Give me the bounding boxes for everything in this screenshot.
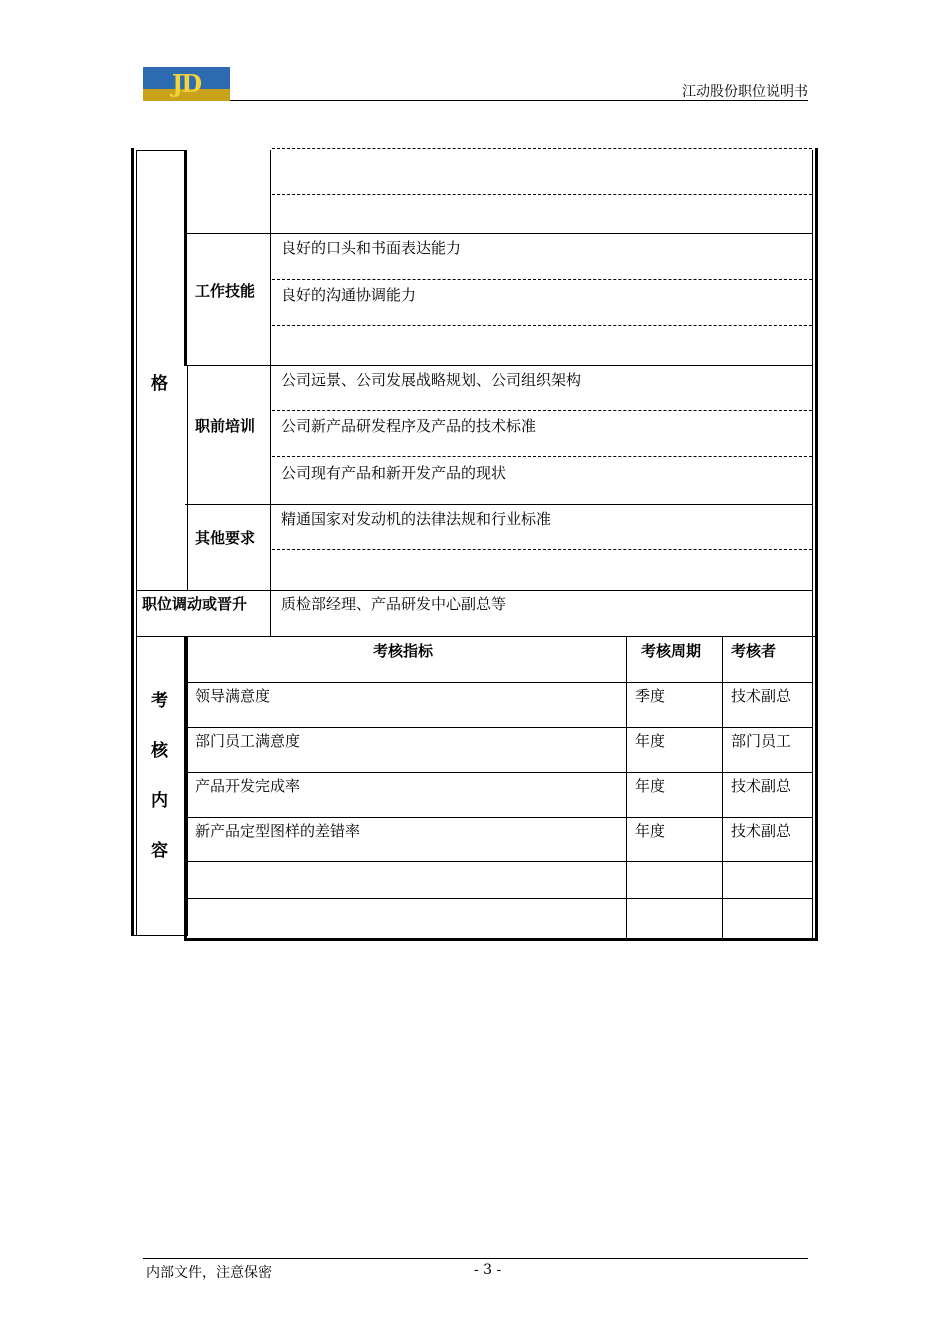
promotion-label: 职位调动或晋升 xyxy=(142,595,248,613)
training-item: 公司新产品研发程序及产品的技术标准 xyxy=(281,417,537,435)
header-indicator: 考核指标 xyxy=(373,642,434,660)
group-label-skills: 工作技能 xyxy=(195,282,256,300)
period-cell: 年度 xyxy=(635,777,666,795)
header-period: 考核周期 xyxy=(641,642,702,660)
period-cell: 年度 xyxy=(635,822,666,840)
indicator-cell: 部门员工满意度 xyxy=(195,732,301,750)
assessor-cell: 技术副总 xyxy=(731,687,792,705)
qualification-side-label: 格 xyxy=(151,374,168,394)
indicator-cell: 新产品定型图样的差错率 xyxy=(195,822,361,840)
promotion-value: 质检部经理、产品研发中心副总等 xyxy=(281,595,507,613)
group-label-other: 其他要求 xyxy=(195,529,256,547)
logo-mark: JD xyxy=(171,69,201,98)
other-item: 精通国家对发动机的法律法规和行业标准 xyxy=(281,510,552,528)
assessor-cell: 技术副总 xyxy=(731,777,792,795)
assessment-side-char: 核 xyxy=(151,741,168,761)
company-logo xyxy=(143,67,230,101)
assessor-cell: 部门员工 xyxy=(731,732,792,750)
assessment-side-char: 内 xyxy=(151,791,168,811)
qual-inner-border xyxy=(184,150,187,366)
training-item: 公司远景、公司发展战略规划、公司组织架构 xyxy=(281,371,582,389)
assessment-side-char: 考 xyxy=(151,691,168,711)
indicator-cell: 产品开发完成率 xyxy=(195,777,301,795)
group-label-training: 职前培训 xyxy=(195,417,256,435)
skill-item: 良好的口头和书面表达能力 xyxy=(281,239,462,257)
skill-item: 良好的沟通协调能力 xyxy=(281,286,417,304)
period-cell: 年度 xyxy=(635,732,666,750)
training-item: 公司现有产品和新开发产品的现状 xyxy=(281,464,507,482)
period-cell: 季度 xyxy=(635,687,666,705)
indicator-cell: 领导满意度 xyxy=(195,687,271,705)
confidential-note: 内部文件，注意保密 xyxy=(146,1265,272,1281)
assessment-side-char: 容 xyxy=(151,841,168,861)
table-left-border xyxy=(131,148,134,936)
header-assessor: 考核者 xyxy=(731,642,777,660)
document-title: 江动股份职位说明书 xyxy=(682,84,808,100)
footer-rule xyxy=(143,1258,808,1259)
page-number: - 3 - xyxy=(474,1262,502,1278)
table-right-border xyxy=(815,148,818,940)
assessor-cell: 技术副总 xyxy=(731,822,792,840)
